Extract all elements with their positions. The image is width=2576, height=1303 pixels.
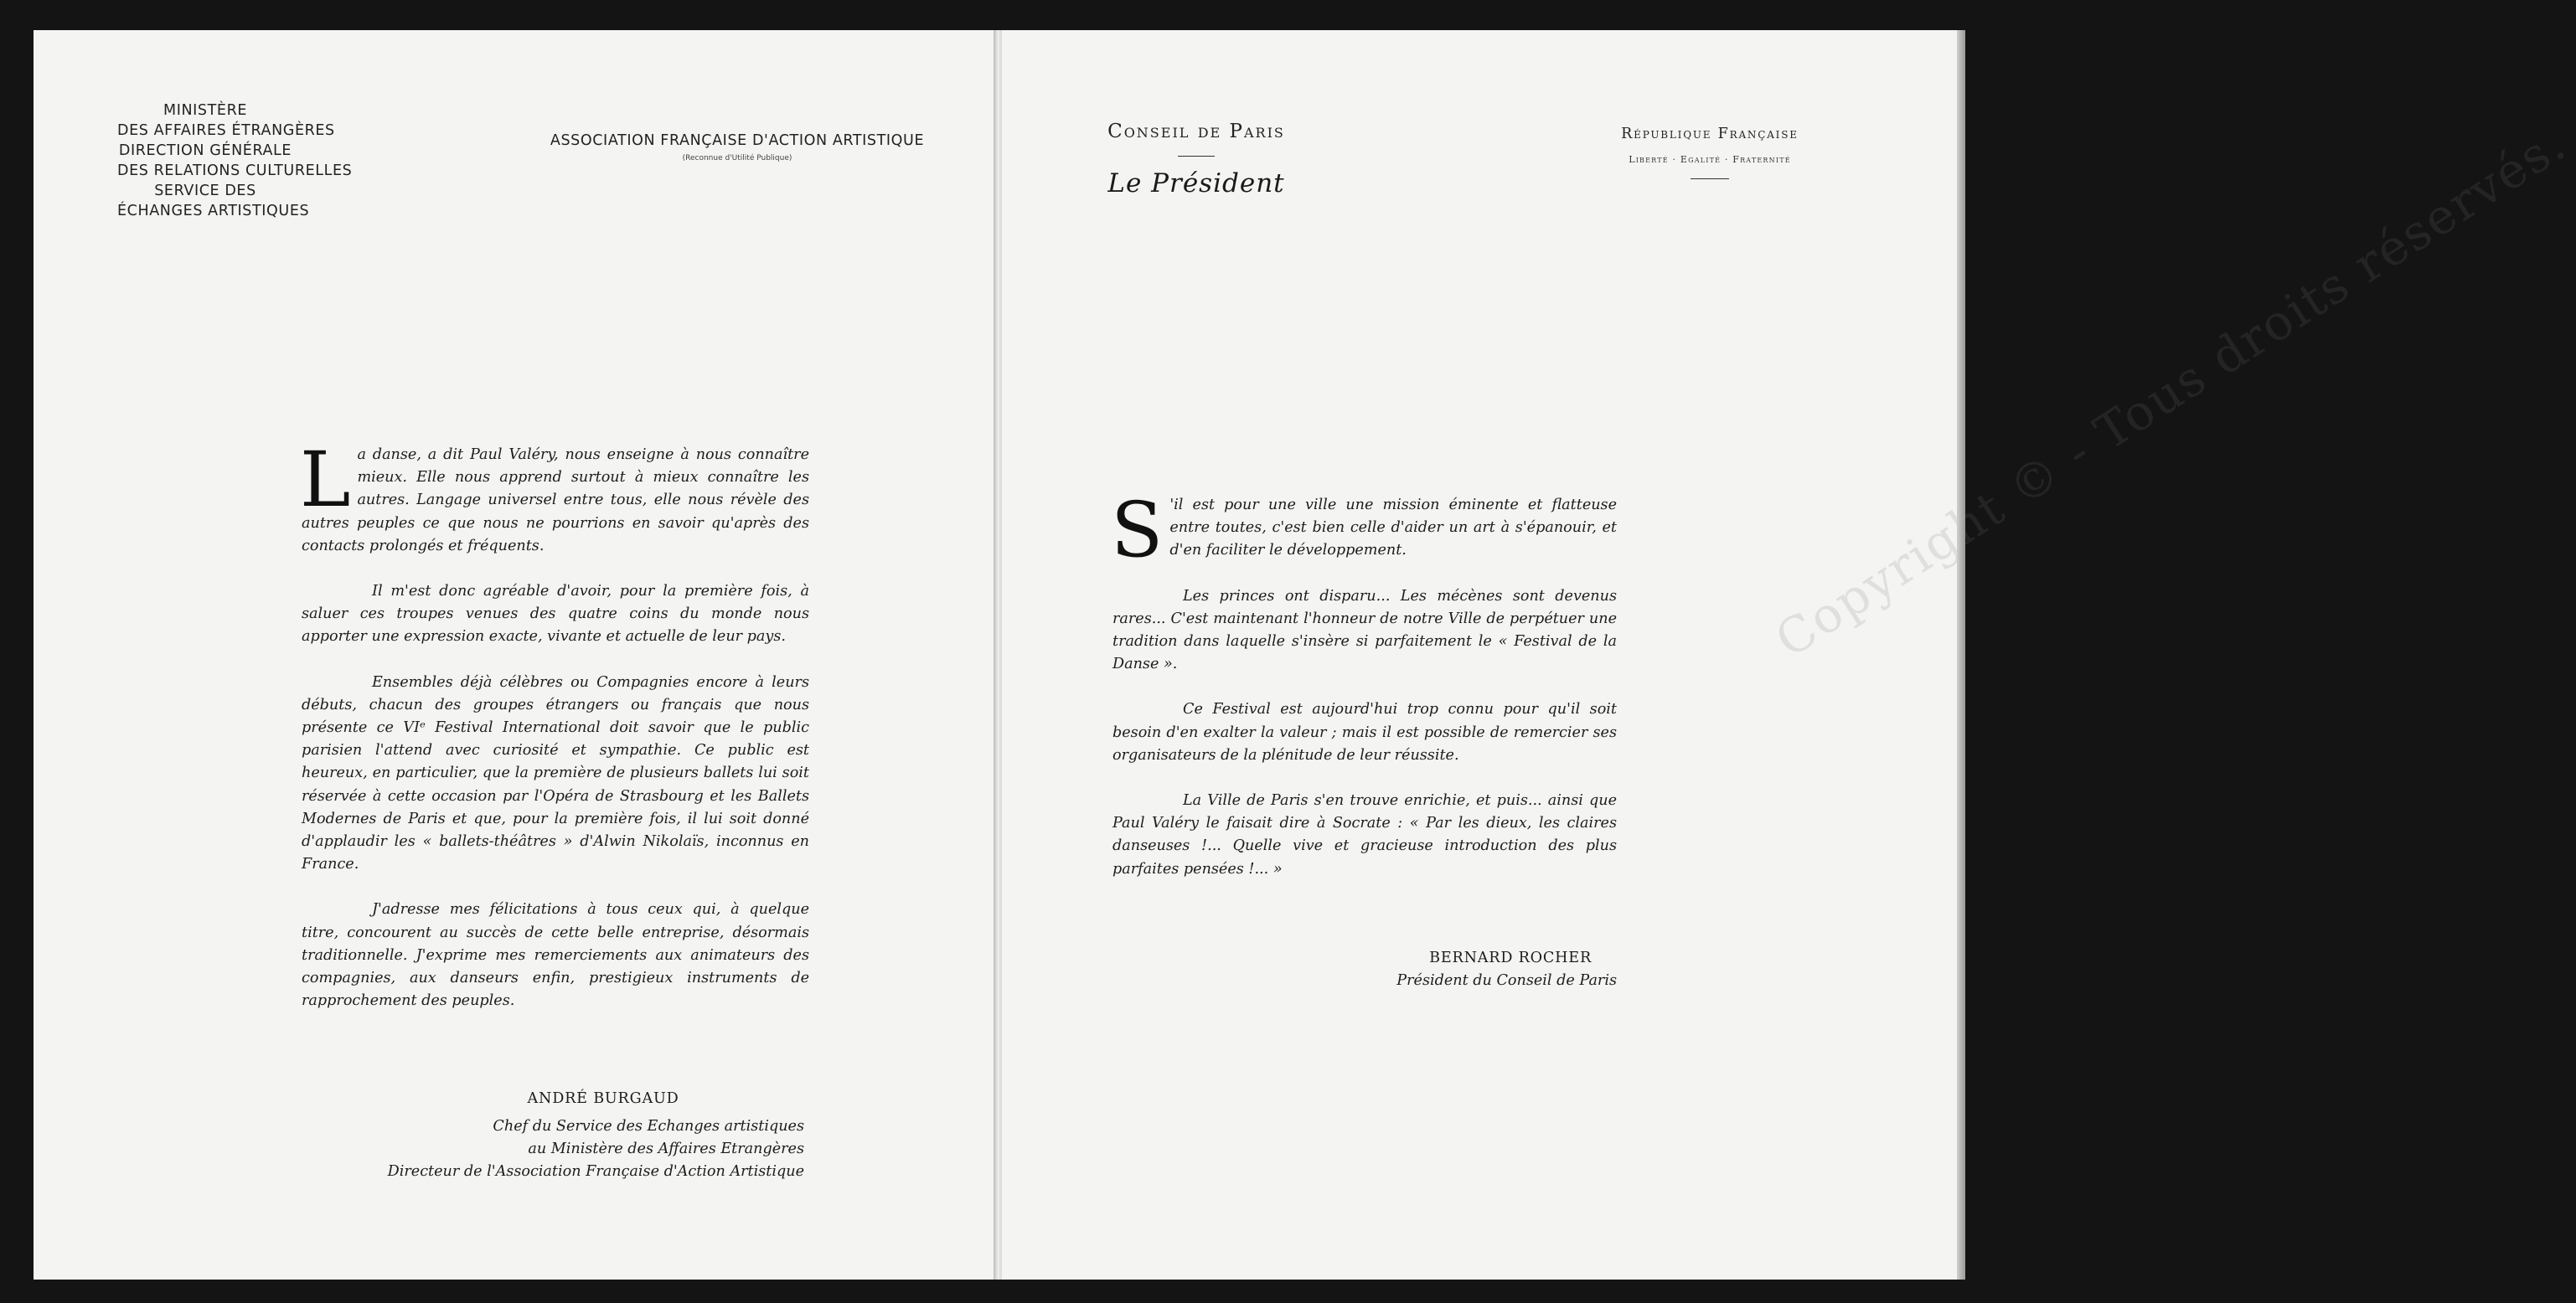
letter-paragraph: La Ville de Paris s'en trouve enrichie, et puis... ainsi que Paul Valéry le faisait dire à Socrate : « Par les dieux, les claires danseuses !... Quelle vive et gracieuse introduction des plus parfaites pensées !... »	[1112, 792, 1617, 878]
association-header	[503, 132, 972, 162]
letter-paragraph	[300, 436, 809, 558]
association-name: ASSOCIATION FRANÇAISE D'ACTION ARTISTIQUE	[550, 132, 925, 149]
president-subtitle: Le Président	[1107, 168, 1285, 198]
left-page	[34, 30, 997, 1280]
letter-paragraph: Ce Festival est aujourd'hui trop connu pour qu'il soit besoin d'en exalter la valeur ; mais il est possible de remercier ses organisateurs de la plénitude de leur réussite.	[1112, 701, 1617, 764]
ministry-header	[117, 100, 353, 221]
ministry-line: MINISTÈRE	[163, 102, 247, 119]
header-divider	[1178, 156, 1215, 157]
conseil-title: Conseil de Paris	[1107, 121, 1285, 142]
paragraph-text: 'il est pour une ville une mission éminente et flatteuse entre toutes, c'est bien celle d'aider un art à s'épanouir, et d'en faciliter le développement.	[1169, 497, 1617, 559]
letter-paragraph	[1111, 487, 1617, 574]
paragraph-text: a danse, a dit Paul Valéry, nous enseigne à nous connaître mieux. Elle nous apprend surtout à mieux connaître les autres. Langage universel entre tous, elle nous révèle des autres peuples ce que nous ne pourrions en savoir qu'après des contacts prolongés et fréquents.	[302, 446, 809, 554]
signatory-name: BERNARD ROCHER	[1429, 950, 1592, 966]
letter-paragraph: Il m'est donc agréable d'avoir, pour la première fois, à saluer ces troupes venues des quatre coins du monde nous apporter une expression exacte, vivante et actuelle de leur pays.	[302, 583, 809, 646]
signatory-title: Président du Conseil de Paris	[1396, 972, 1617, 989]
signatory-name: ANDRÉ BURGAUD	[527, 1090, 679, 1107]
association-subtitle: (Reconnue d'Utilité Publique)	[682, 154, 792, 162]
republique-motto: Liberté · Egalité · Fraternité	[1629, 154, 1791, 165]
ministry-line: DES AFFAIRES ÉTRANGÈRES	[117, 122, 335, 139]
republique-header	[1546, 126, 1873, 179]
conseil-header	[1062, 121, 1330, 198]
drop-cap: L	[300, 436, 351, 524]
signatory-title: au Ministère des Affaires Etrangères	[528, 1141, 804, 1157]
copyright-watermark: Copyright © - Tous droits réservés.	[1765, 115, 2576, 669]
ministry-line: DES RELATIONS CULTURELLES	[117, 162, 353, 179]
drop-cap: S	[1111, 487, 1164, 574]
signatory-title: Directeur de l'Association Française d'Action Artistique	[387, 1163, 804, 1180]
letter-paragraph: Les princes ont disparu... Les mécènes sont devenus rares... C'est maintenant l'honneur de notre Ville de perpétuer une tradition dans laquelle s'insère si parfaitement le « Festival de la Danse ».	[1112, 587, 1617, 673]
header-divider	[1691, 178, 1729, 179]
ministry-line: ÉCHANGES ARTISTIQUES	[117, 203, 310, 219]
signature-block-right	[1273, 950, 1617, 992]
ministry-line: SERVICE DES	[154, 183, 256, 199]
letter-paragraph: J'adresse mes félicitations à tous ceux qui, à quelque titre, concourent au succès de cette belle entreprise, désormais traditionnelle. J'exprime mes remerciements aux animateurs des compagnies, aux danseurs enfin, prestigieux instruments de rapprochement des peuples.	[302, 901, 809, 1010]
letter-body-right	[1111, 487, 1617, 904]
signatory-title: Chef du Service des Echanges artistiques	[493, 1118, 804, 1135]
letter-paragraph: Ensembles déjà célèbres ou Compagnies encore à leurs débuts, chacun des groupes étrangers ou français que nous présente ce VIᵉ Festival International doit savoir que le public parisien l'attend avec curiosité et sympathie. Ce public est heureux, en particulier, que la première de plusieurs ballets lui soit réservée à cette occasion par l'Opéra de Strasbourg et les Ballets Modernes de Paris et que, pour la première fois, il lui soit donné d'applaudir les « ballets-théâtres » d'Alwin Nikolaïs, inconnus en France.	[302, 673, 809, 873]
republique-title: République Française	[1621, 126, 1799, 142]
letter-body-left	[300, 436, 809, 1035]
signature-block-left	[318, 1090, 804, 1183]
ministry-line: DIRECTION GÉNÉRALE	[118, 142, 292, 159]
page-edge	[1957, 30, 1965, 1280]
